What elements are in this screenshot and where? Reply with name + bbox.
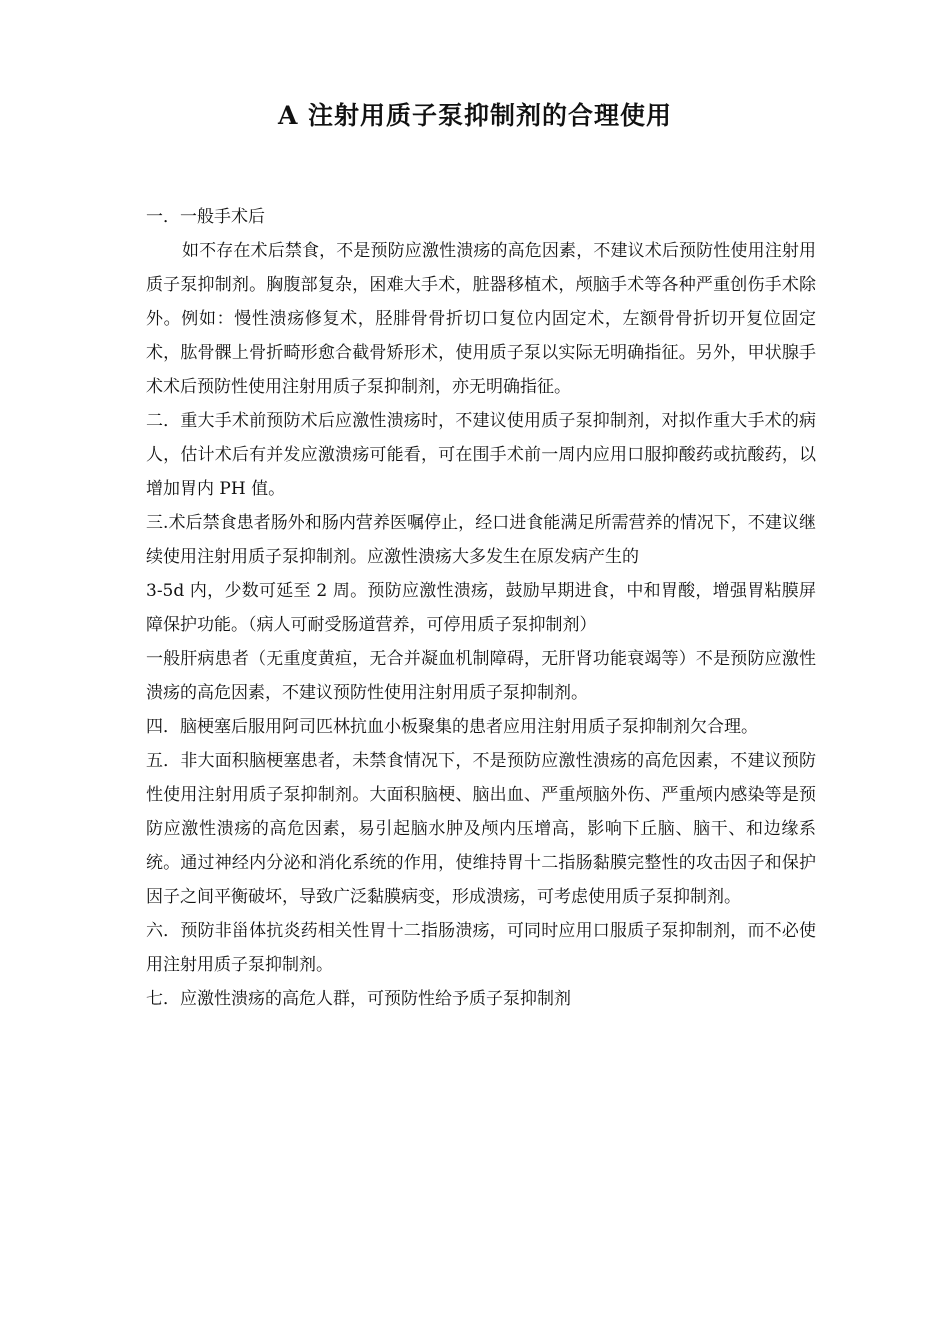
paragraph-section-3b: 3-5d 内，少数可延至 2 周。预防应激性溃疡，鼓励早期进食，中和胃酸，增强胃粘膜屏障保护功能。（病人可耐受肠道营养，可停用质子泵抑制剂）	[146, 581, 816, 635]
paragraph-section-5: 五．非大面积脑梗塞患者，未禁食情况下，不是预防应激性溃疡的高危因素，不建议预防性使用注射用质子泵抑制剂。大面积脑梗、脑出血、严重颅脑外伤、严重颅内感染等是预防应激性溃疡的高危因素，易引起脑水肿及颅内压增高，影响下丘脑、脑干、和边缘系统。通过神经内分泌和消化系统的作用，使维持胃十二指肠黏膜完整性的攻击因子和保护因子之间平衡破坏，导致广泛黏膜病变，形成溃疡，可考虑使用质子泵抑制剂。	[146, 751, 816, 907]
paragraph-section-3a: 三.术后禁食患者肠外和肠内营养医嘱停止，经口进食能满足所需营养的情况下，不建议继续使用注射用质子泵抑制剂。应激性溃疡大多发生在原发病产生的	[146, 513, 816, 567]
paragraph-section-4: 四．脑梗塞后服用阿司匹林抗血小板聚集的患者应用注射用质子泵抑制剂欠合理。	[146, 717, 758, 737]
section-heading-1: 一．一般手术后	[146, 207, 265, 227]
paragraph-section-7: 七．应激性溃疡的高危人群，可预防性给予质子泵抑制剂	[146, 989, 571, 1009]
paragraph-liver-disease: 一般肝病患者（无重度黄疸，无合并凝血机制障碍，无肝肾功能衰竭等）不是预防应激性溃疡的高危因素，不建议预防性使用注射用质子泵抑制剂。	[146, 649, 816, 703]
document-body	[146, 200, 816, 1016]
document-title: A 注射用质子泵抑制剂的合理使用	[277, 101, 673, 130]
paragraph-section-2: 二．重大手术前预防术后应激性溃疡时，不建议使用质子泵抑制剂，对拟作重大手术的病人，估计术后有并发应激溃疡可能看，可在围手术前一周内应用口服抑酸药或抗酸药，以增加胃内 PH 值。	[146, 411, 816, 499]
paragraph-section-6: 六．预防非甾体抗炎药相关性胃十二指肠溃疡，可同时应用口服质子泵抑制剂，而不必使用注射用质子泵抑制剂。	[146, 921, 816, 975]
paragraph-section-1: 如不存在术后禁食，不是预防应激性溃疡的高危因素，不建议术后预防性使用注射用质子泵抑制剂。胸腹部复杂，困难大手术，脏器移植术，颅脑手术等各种严重创伤手术除外。例如：慢性溃疡修复术，胫腓骨骨折切口复位内固定术，左额骨骨折切开复位固定术，肱骨髁上骨折畸形愈合截骨矫形术，使用质子泵以实际无明确指征。另外，甲状腺手术术后预防性使用注射用质子泵抑制剂，亦无明确指征。	[146, 241, 816, 397]
